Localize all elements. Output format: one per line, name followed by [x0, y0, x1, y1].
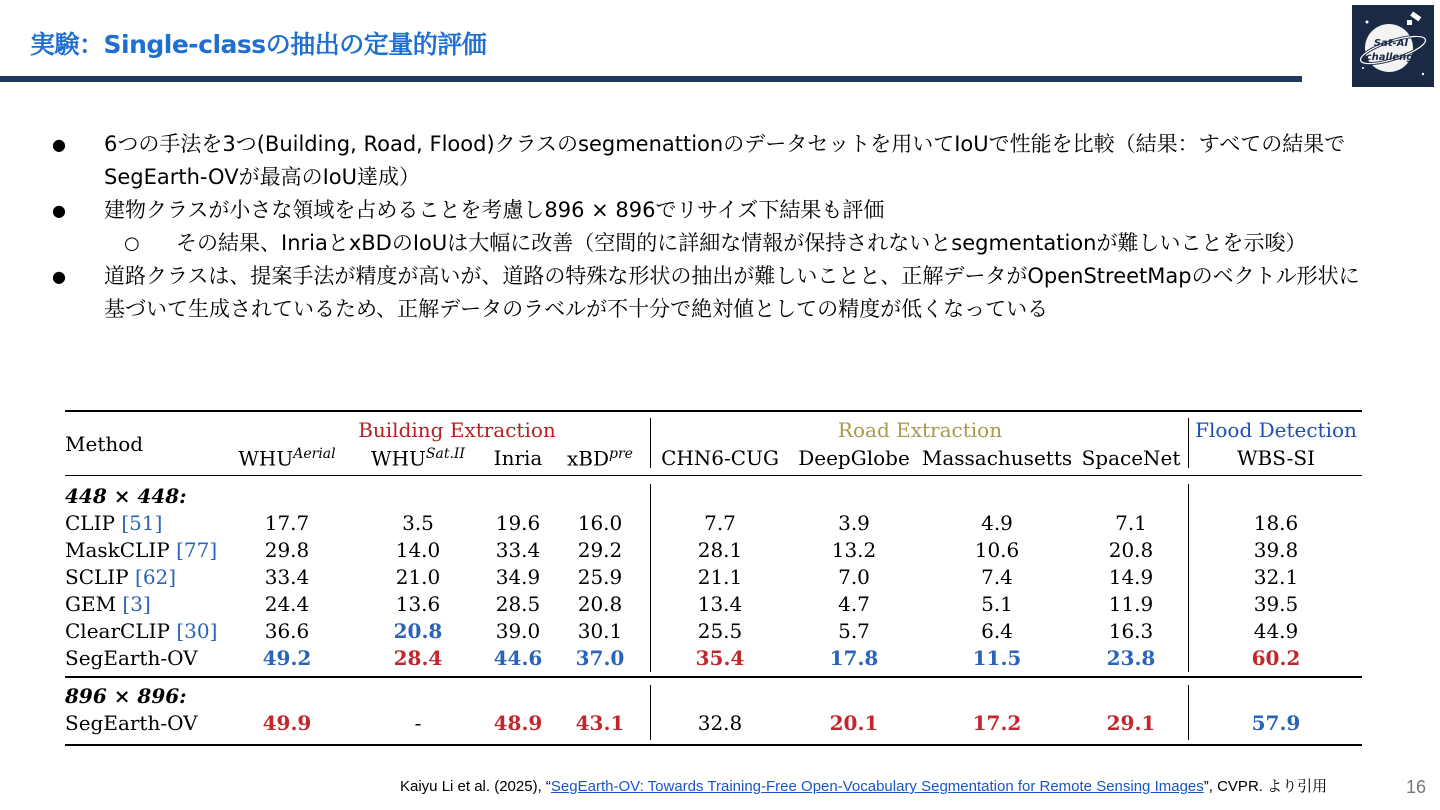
- table-row-method: [65, 646, 198, 670]
- group-header: Building Extraction: [358, 418, 556, 442]
- sat-ai-challenge-logo: [1352, 5, 1434, 87]
- table-cell: 49.9: [262, 711, 312, 735]
- column-header-name: SpaceNet: [1081, 446, 1181, 470]
- column-header: [798, 446, 910, 470]
- bullet-1: ● 6つの手法を3つ(Building, Road, Flood)クラスのsegmenattionのデータセットを用いてIoUで性能を比較（結果：すべての結果でSegEarth-OVが最高のIoU達成）: [52, 128, 1372, 194]
- table-row-method: [65, 619, 217, 643]
- column-header-superscript: pre: [609, 446, 633, 462]
- page-number: 16: [1406, 777, 1427, 797]
- table-cell: 21.1: [697, 565, 743, 589]
- table-bottom-rule: [65, 744, 1362, 746]
- table-cell: 11.5: [972, 646, 1022, 670]
- citation-suffix: ”, CVPR. より引用: [1203, 778, 1328, 795]
- table-row-method: [65, 538, 217, 562]
- table-cell: 20.1: [829, 711, 879, 735]
- reference-citation[interactable]: [62]: [135, 565, 177, 589]
- bullet-3: ● 道路クラスは、提案手法が精度が高いが、道路の特殊な形状の抽出が難しいことと、正解データがOpenStreetMapのベクトル形状に基づいて生成されているため、正解データのラベルが不十分で絶対値としての精度が低くなっている: [52, 260, 1372, 326]
- table-cell: 28.5: [495, 592, 541, 616]
- table-cell: 30.1: [577, 619, 623, 643]
- table-cell: 34.9: [495, 565, 541, 589]
- column-header: [238, 446, 335, 471]
- table-row-method: [65, 711, 198, 735]
- table-cell: 3.9: [838, 511, 870, 535]
- bullet-list: [52, 128, 1372, 326]
- group-header: Flood Detection: [1195, 418, 1357, 442]
- table-cell: 17.2: [972, 711, 1022, 735]
- table-row-method: [65, 511, 162, 535]
- table-cell: 13.4: [697, 592, 743, 616]
- table-cell: 33.4: [264, 565, 310, 589]
- table-cell: 32.1: [1253, 565, 1299, 589]
- citation-prefix: Kaiyu Li et al. (2025), “: [400, 778, 551, 795]
- column-header-name: xBD: [567, 446, 610, 471]
- table-cell: 7.4: [981, 565, 1013, 589]
- reference-citation[interactable]: [77]: [176, 538, 218, 562]
- table-cell: 28.1: [697, 538, 743, 562]
- column-header: [1237, 446, 1315, 470]
- method-name: SegEarth-OV: [65, 711, 198, 735]
- table-cell: 7.1: [1115, 511, 1147, 535]
- logo-word-challenge: challenge: [1365, 52, 1421, 63]
- column-header-name: CHN6-CUG: [661, 446, 779, 470]
- table-cell: 49.2: [262, 646, 312, 670]
- bullet-2: ● 建物クラスが小さな領域を占めることを考慮し896 × 896でリサイズ下結果も評価: [52, 194, 1372, 227]
- table-cell: 25.5: [697, 619, 743, 643]
- table-cell: 43.1: [575, 711, 625, 735]
- section-label: 896 × 896:: [65, 684, 187, 708]
- column-header-name: WBS-SI: [1236, 446, 1316, 470]
- column-header-superscript: Aerial: [293, 446, 336, 462]
- table-cell: 29.1: [1106, 711, 1156, 735]
- group-header: Road Extraction: [837, 418, 1003, 442]
- paper-link[interactable]: SegEarth-OV: Towards Training-Free Open-Vocabulary Segmentation for Remote Sensing Images: [550, 778, 1204, 795]
- table-cell: 25.9: [577, 565, 623, 589]
- table-cell: 36.6: [264, 619, 310, 643]
- method-name: MaskCLIP: [65, 538, 170, 562]
- reference-citation[interactable]: [3]: [122, 592, 151, 616]
- table-cell: 11.9: [1108, 592, 1154, 616]
- table-cell: 44.6: [493, 646, 543, 670]
- table-cell: 21.0: [395, 565, 441, 589]
- sub-bullet-1: ○ その結果、InriaとxBDのIoUは大幅に改善（空間的に詳細な情報が保持されないとsegmentationが難しいことを示唆）: [52, 227, 1372, 260]
- table-column-divider: [1188, 484, 1189, 672]
- table-cell: 20.8: [1108, 538, 1154, 562]
- table-cell: 13.2: [831, 538, 877, 562]
- table-row-method: [65, 565, 176, 589]
- table-cell: 29.8: [264, 538, 310, 562]
- table-cell: 28.4: [393, 646, 443, 670]
- column-header-name: WHU: [371, 446, 426, 471]
- column-header-name: DeepGlobe: [798, 446, 910, 470]
- method-name: SegEarth-OV: [65, 646, 198, 670]
- table-cell: 29.2: [577, 538, 623, 562]
- table-column-divider: [650, 685, 651, 740]
- table-cell: 10.6: [974, 538, 1020, 562]
- table-cell: 39.5: [1253, 592, 1299, 616]
- table-cell: 14.0: [395, 538, 441, 562]
- table-cell: 39.8: [1253, 538, 1299, 562]
- column-header: [661, 446, 779, 470]
- table-cell: 39.0: [495, 619, 541, 643]
- table-cell: 3.5: [402, 511, 434, 535]
- table-cell: 19.6: [495, 511, 541, 535]
- table-column-divider: [1188, 685, 1189, 740]
- column-header-name: Massachusetts: [921, 446, 1073, 470]
- table-cell: 4.9: [981, 511, 1013, 535]
- column-header-superscript: Sat.II: [425, 446, 465, 462]
- column-header: [922, 446, 1072, 470]
- method-name: SCLIP: [65, 565, 129, 589]
- table-column-divider: [650, 484, 651, 672]
- table-cell: 20.8: [393, 619, 443, 643]
- column-header: [567, 446, 633, 471]
- table-cell: 13.6: [395, 592, 441, 616]
- table-cell: 7.7: [704, 511, 736, 535]
- slide-title: 実験：Single-classの抽出の定量的評価: [30, 30, 487, 59]
- table-cell: 32.8: [697, 711, 743, 735]
- table-cell: 23.8: [1106, 646, 1156, 670]
- table-cell: 5.1: [981, 592, 1013, 616]
- reference-citation[interactable]: [30]: [176, 619, 218, 643]
- table-cell: 35.4: [695, 646, 745, 670]
- results-table: [65, 410, 1362, 746]
- table-row-method: [65, 592, 151, 616]
- table-cell: 37.0: [575, 646, 625, 670]
- column-header: [494, 446, 543, 470]
- method-name: ClearCLIP: [65, 619, 170, 643]
- table-cell: 16.3: [1108, 619, 1154, 643]
- logo-graphic: [1355, 8, 1431, 84]
- table-cell: 4.7: [838, 592, 870, 616]
- column-header: [1082, 446, 1181, 470]
- table-column-divider: [1188, 418, 1189, 468]
- table-cell: 24.4: [264, 592, 310, 616]
- column-header: [371, 446, 465, 471]
- table-cell: -: [414, 711, 422, 735]
- logo-word-sat: Sat-AI: [1373, 38, 1409, 49]
- table-cell: 5.7: [838, 619, 870, 643]
- table-header-rule: [65, 475, 1362, 476]
- table-cell: 7.0: [838, 565, 870, 589]
- table-cell: 44.9: [1253, 619, 1299, 643]
- table-cell: 48.9: [493, 711, 543, 735]
- table-column-divider: [650, 418, 651, 468]
- method-name: CLIP: [65, 511, 115, 535]
- method-header: Method: [65, 432, 144, 456]
- table-cell: 20.8: [577, 592, 623, 616]
- table-section-rule: [65, 676, 1362, 678]
- method-name: GEM: [65, 592, 117, 616]
- column-header-name: WHU: [238, 446, 294, 471]
- table-cell: 17.7: [264, 511, 310, 535]
- table-cell: 18.6: [1253, 511, 1299, 535]
- citation-caption: [400, 775, 1327, 796]
- table-cell: 57.9: [1251, 711, 1301, 735]
- table-cell: 60.2: [1251, 646, 1301, 670]
- table-cell: 16.0: [577, 511, 623, 535]
- reference-citation[interactable]: [51]: [121, 511, 163, 535]
- table-cell: 14.9: [1108, 565, 1154, 589]
- table-cell: 33.4: [495, 538, 541, 562]
- table-cell: 17.8: [829, 646, 879, 670]
- column-header-name: Inria: [493, 446, 543, 470]
- table-cell: 6.4: [981, 619, 1013, 643]
- title-underline: [0, 76, 1302, 82]
- section-label: 448 × 448:: [65, 484, 187, 508]
- table-top-rule: [65, 410, 1362, 412]
